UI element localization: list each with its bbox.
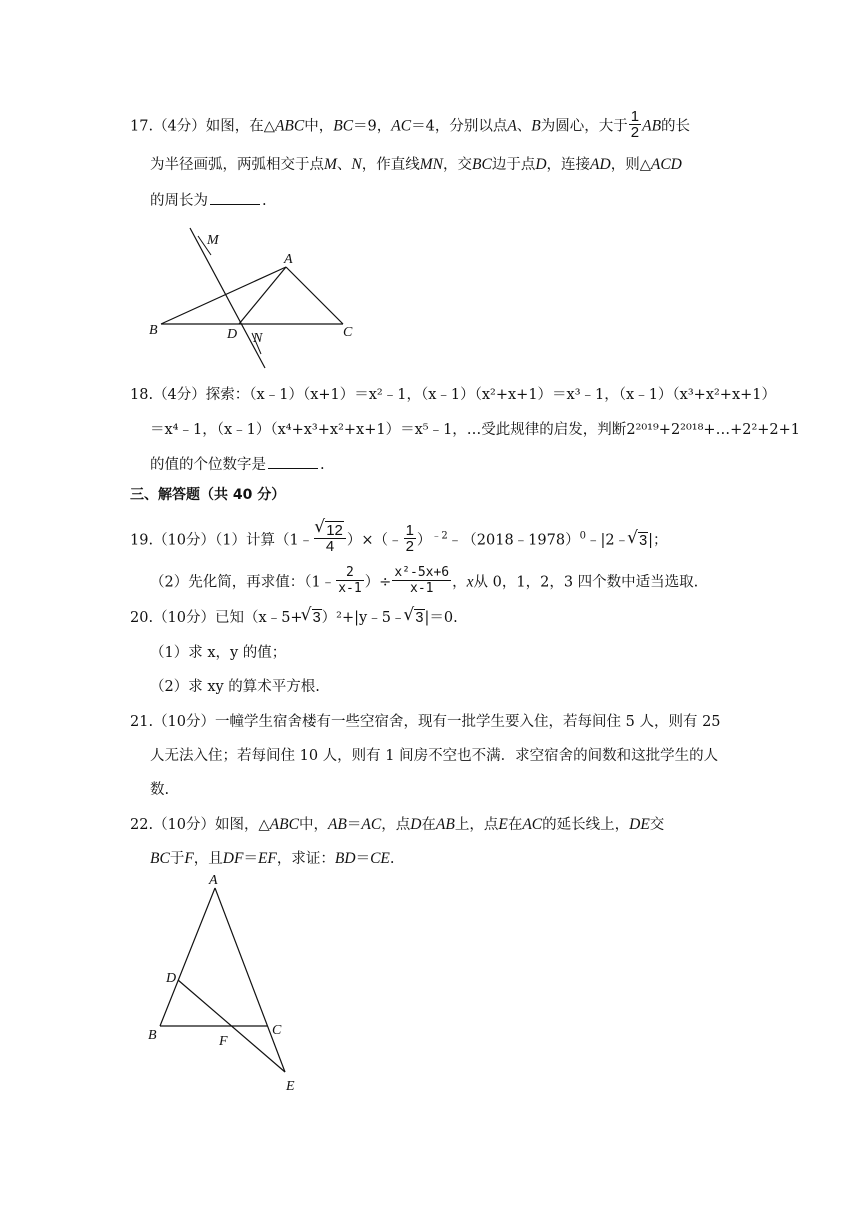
label-c: C [272, 1023, 282, 1038]
fraction-one-half: $\frac{1}{2}$ [405, 522, 414, 555]
label-b: B [148, 1028, 157, 1043]
q18-line-1: 18.（4分）探索：（x﹣1）（x+1）＝x²﹣1，（x﹣1）（x²+x+1）＝x³﹣1，（x﹣1）（x³+x²+x+1） [130, 387, 777, 403]
label-m: M [207, 233, 219, 248]
q19-line-1: 19.（10分）（1）计算（1﹣ √ $\frac{12}{4}$ ）×（﹣ $\frac{1}{2}$ ）$^{﹣2}$﹣（2018﹣1978）$^0$﹣|2﹣√ 3|； [130, 525, 668, 556]
fraction-2-over-x-minus-1: $\frac{2}{x-1}$ [338, 565, 362, 596]
line-ba [161, 267, 286, 324]
fraction-one-half: $\frac{1}{2}$ [630, 108, 640, 141]
section-heading: 三、解答题（共 40 分） [130, 487, 286, 503]
q22-line-1: 22.（10分）如图，△ABC中，AB＝AC，点D在AB上，点E在AC的延长线上，DE交 [130, 816, 665, 833]
label-f: F [219, 1034, 228, 1049]
q21-line-3: 数. [150, 782, 170, 798]
fraction-quadratic-over-x-minus-1: $\frac{\text{x²-5x+6}}{x-1}$ [394, 565, 450, 596]
answer-blank [268, 454, 318, 469]
label-c: C [343, 325, 353, 340]
q17-line-3: 的周长为 . [150, 190, 267, 211]
label-e: E [286, 1079, 295, 1094]
answer-blank [210, 190, 260, 205]
label-a: A [209, 873, 218, 888]
q22-line-2: BC于F，且DF＝EF，求证：BD＝CE. [150, 850, 395, 867]
q18-line-2: ＝x⁴﹣1，（x﹣1）（x⁴+x³+x²+x+1）＝x⁵﹣1，…受此规律的启发，判断2²⁰¹⁹+2²⁰¹⁸+…+2²+2+1 [150, 422, 801, 438]
q21-line-1: 21.（10分）一幢学生宿舍楼有一些空宿舍，现有一批学生要入住，若每间住 5 人，则有 25 [130, 714, 721, 730]
figure-q17-triangle [145, 220, 375, 370]
q17-line-1: 17.（4分）如图，在△ABC中，BC＝9，AC＝4，分别以点A、B为圆心，大于 $\frac{1}{2}$ AB的长 [130, 108, 691, 141]
q18-line-3: 的值的个位数字是 . [150, 454, 325, 475]
q20-sub-1: （1）求 x，y 的值； [150, 645, 287, 661]
figure-q22-triangle [145, 872, 315, 1097]
q20-sub-2: （2）求 xy 的算术平方根. [150, 679, 320, 695]
line-ac [286, 267, 343, 324]
line-mn [190, 228, 265, 368]
label-d: D [227, 327, 238, 342]
line-ad [239, 267, 286, 324]
q21-line-2: 人无法入住；若每间住 10 人，则有 1 间房不空也不满．求空宿舍的间数和这批学生的人 [150, 748, 719, 764]
q17-line-2: 为半径画弧，两弧相交于点M、N，作直线MN，交BC边于点D，连接AD，则△ACD [150, 156, 682, 173]
q19-line-2: （2）先化简，再求值：（1﹣ $\frac{2}{x-1}$ ）÷ $\frac{\text{x²-5x+6}}{x-1}$ ，x从 0，1，2，3 四个数中适当选取. [150, 565, 699, 596]
q20-line-1: 20.（10分）已知（x﹣5+√ 3）²+|y﹣5﹣√ 3|＝0. [130, 608, 458, 628]
fraction-sqrt12-over-4: √ $\frac{12}{4}$ [314, 523, 346, 554]
label-d: D [166, 971, 177, 986]
label-a: A [284, 252, 293, 267]
label-n: N [253, 331, 263, 346]
label-b: B [149, 323, 158, 338]
